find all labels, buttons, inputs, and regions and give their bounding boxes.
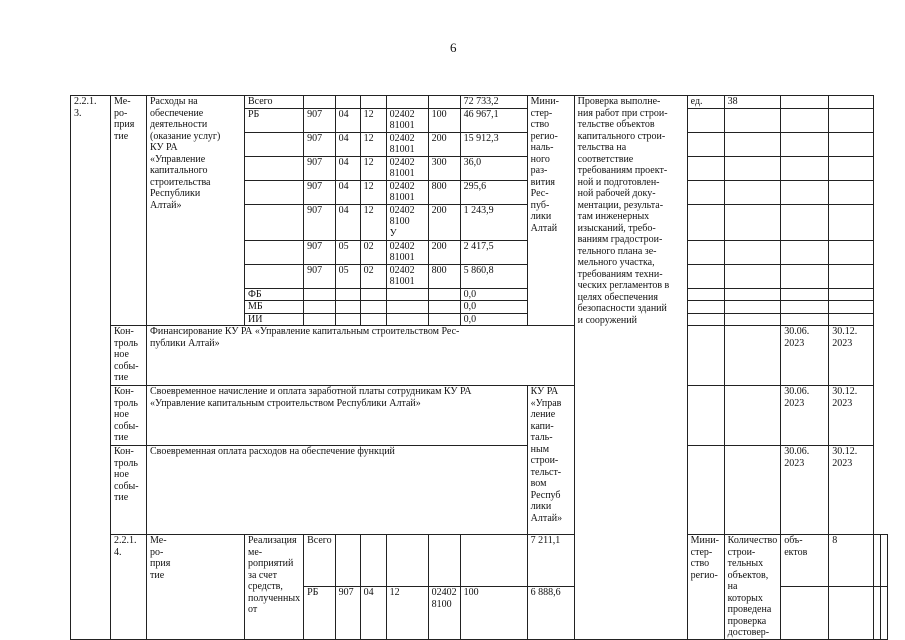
value-cell bbox=[724, 326, 781, 386]
sum-cell: 6 888,6 bbox=[527, 587, 574, 639]
extra-cell bbox=[781, 301, 829, 314]
rz-cell: 04 bbox=[335, 132, 360, 156]
grbs-cell: 907 bbox=[304, 180, 336, 204]
grbs-cell bbox=[304, 96, 336, 109]
rz-cell bbox=[335, 96, 360, 109]
unit-cell bbox=[687, 180, 724, 204]
unit-cell bbox=[781, 587, 829, 639]
csr-cell: 02402 81001 bbox=[386, 180, 428, 204]
unit-cell: объ- ектов bbox=[781, 535, 829, 587]
pr-cell: 12 bbox=[386, 587, 428, 639]
extra-cell bbox=[829, 288, 874, 301]
grbs-cell bbox=[335, 535, 360, 587]
fin-source-cell: Всего bbox=[304, 535, 336, 587]
event-type-cell: Кон- троль ное собы- тие bbox=[111, 446, 147, 535]
rz-cell bbox=[335, 313, 360, 326]
value-cell bbox=[829, 587, 874, 639]
vr-cell bbox=[460, 535, 527, 587]
program-table bbox=[70, 95, 888, 640]
grbs-cell: 907 bbox=[304, 240, 336, 264]
grbs-cell: 907 bbox=[304, 156, 336, 180]
vr-cell: 300 bbox=[428, 156, 460, 180]
executor-cell: Мини- стер- ство регио- наль- ного раз- вития Рес- пуб- лики Алтай bbox=[527, 96, 574, 326]
extra-cell bbox=[874, 587, 881, 639]
sum-cell: 295,6 bbox=[460, 180, 527, 204]
csr-cell bbox=[428, 535, 460, 587]
extra-cell bbox=[874, 535, 881, 587]
rz-cell: 04 bbox=[335, 156, 360, 180]
grbs-cell: 907 bbox=[304, 204, 336, 240]
fin-source-cell bbox=[245, 156, 304, 180]
unit-cell bbox=[687, 156, 724, 180]
pr-cell: 12 bbox=[360, 156, 386, 180]
vr-cell bbox=[428, 313, 460, 326]
value-cell bbox=[724, 446, 781, 535]
pr-cell bbox=[360, 313, 386, 326]
grbs-cell: 907 bbox=[304, 132, 336, 156]
pr-cell bbox=[360, 96, 386, 109]
rz-cell: 05 bbox=[335, 240, 360, 264]
extra-cell bbox=[781, 240, 829, 264]
extra-cell bbox=[829, 132, 874, 156]
value-cell bbox=[724, 313, 781, 326]
extra-cell bbox=[781, 96, 829, 109]
vr-cell: 100 bbox=[460, 587, 527, 639]
pr-cell: 02 bbox=[360, 240, 386, 264]
item-name-cell: Реализация ме- роприятий за счет средств, полученных от bbox=[245, 535, 304, 640]
value-cell bbox=[724, 240, 781, 264]
event-text-cell: Своевременная оплата расходов на обеспечение функций bbox=[147, 446, 528, 535]
unit-cell bbox=[687, 132, 724, 156]
csr-cell: 02402 81001 bbox=[386, 132, 428, 156]
value-cell bbox=[724, 288, 781, 301]
sum-cell: 0,0 bbox=[460, 301, 527, 314]
value-cell bbox=[724, 180, 781, 204]
sum-cell: 5 860,8 bbox=[460, 264, 527, 288]
rz-cell bbox=[360, 535, 386, 587]
unit-cell bbox=[687, 240, 724, 264]
event-row bbox=[71, 326, 888, 386]
extra-cell bbox=[781, 264, 829, 288]
vr-cell bbox=[428, 96, 460, 109]
fin-source-cell: Всего bbox=[245, 96, 304, 109]
extra-cell bbox=[829, 301, 874, 314]
executor-cell: Мини- стер- ство регио- bbox=[687, 535, 724, 640]
event-row bbox=[71, 386, 888, 446]
sum-cell: 2 417,5 bbox=[460, 240, 527, 264]
extra-cell bbox=[781, 108, 829, 132]
item-name-cell: Расходы на обеспечение деятельности (оказание услуг) КУ РА «Управление капитального строительства Республики Алтай» bbox=[147, 96, 245, 326]
unit-cell bbox=[687, 108, 724, 132]
extra-cell bbox=[829, 204, 874, 240]
rz-cell: 04 bbox=[335, 108, 360, 132]
event-text-cell: Своевременное начисление и оплата заработной платы сотрудникам КУ РА «Управление капитальным строительством Республики Алтай» bbox=[147, 386, 528, 446]
event-type-cell: Кон- троль ное собы- тие bbox=[111, 326, 147, 386]
rz-cell: 04 bbox=[360, 587, 386, 639]
csr-cell: 02402 81001 bbox=[386, 240, 428, 264]
sum-cell: 1 243,9 bbox=[460, 204, 527, 240]
unit-cell bbox=[687, 446, 724, 535]
table-row bbox=[71, 535, 888, 587]
event-row bbox=[71, 446, 888, 535]
csr-cell: 02402 8100 У bbox=[386, 204, 428, 240]
extra-cell bbox=[881, 587, 888, 639]
value-cell: 38 bbox=[724, 96, 781, 109]
pr-cell: 12 bbox=[360, 132, 386, 156]
rz-cell bbox=[335, 288, 360, 301]
rz-cell: 04 bbox=[335, 204, 360, 240]
extra-cell bbox=[781, 313, 829, 326]
value-cell bbox=[724, 264, 781, 288]
pr-cell: 12 bbox=[360, 180, 386, 204]
end-date-cell: 30.12. 2023 bbox=[829, 446, 874, 535]
pr-cell: 12 bbox=[360, 204, 386, 240]
sum-cell: 15 912,3 bbox=[460, 132, 527, 156]
value-cell: 8 bbox=[829, 535, 874, 587]
fin-source-cell bbox=[245, 264, 304, 288]
extra-cell bbox=[829, 264, 874, 288]
event-type-cell: Кон- троль ное собы- тие bbox=[111, 386, 147, 446]
extra-cell bbox=[881, 535, 888, 587]
vr-cell: 800 bbox=[428, 180, 460, 204]
sum-cell: 7 211,1 bbox=[527, 535, 574, 587]
grbs-cell: 907 bbox=[335, 587, 360, 639]
extra-cell bbox=[829, 180, 874, 204]
end-date-cell: 30.12. 2023 bbox=[829, 386, 874, 446]
item-type-cell: Ме- ро- прия тие bbox=[111, 96, 147, 326]
pr-cell bbox=[360, 301, 386, 314]
vr-cell: 200 bbox=[428, 204, 460, 240]
fin-source-cell: РБ bbox=[245, 108, 304, 132]
extra-cell bbox=[829, 108, 874, 132]
start-date-cell: 30.06. 2023 bbox=[781, 446, 829, 535]
item-type-cell: Ме- ро- прия тие bbox=[147, 535, 245, 640]
event-executor-cell: КУ РА «Управ ление капи- таль- ным строи- тельст- вом Респуб лики Алтай» bbox=[527, 386, 574, 535]
sum-cell: 46 967,1 bbox=[460, 108, 527, 132]
sum-cell: 72 733,2 bbox=[460, 96, 527, 109]
value-cell bbox=[724, 386, 781, 446]
event-text-cell: Финансирование КУ РА «Управление капитальным строительством Рес- публики Алтай» bbox=[147, 326, 575, 386]
grbs-cell bbox=[304, 288, 336, 301]
item-number-cell: 2.2.1. 3. bbox=[71, 96, 111, 640]
fin-source-cell bbox=[245, 132, 304, 156]
fin-source-cell: ИИ bbox=[245, 313, 304, 326]
unit-cell: ед. bbox=[687, 96, 724, 109]
item-number-cell: 2.2.1. 4. bbox=[111, 535, 147, 640]
csr-cell bbox=[386, 96, 428, 109]
rz-cell: 05 bbox=[335, 264, 360, 288]
vr-cell bbox=[428, 301, 460, 314]
extra-cell bbox=[829, 313, 874, 326]
fin-source-cell: МБ bbox=[245, 301, 304, 314]
fin-source-cell bbox=[245, 240, 304, 264]
fin-source-cell: ФБ bbox=[245, 288, 304, 301]
unit-cell bbox=[687, 288, 724, 301]
extra-cell bbox=[781, 204, 829, 240]
sum-cell: 0,0 bbox=[460, 313, 527, 326]
extra-cell bbox=[829, 156, 874, 180]
unit-cell bbox=[687, 313, 724, 326]
start-date-cell: 30.06. 2023 bbox=[781, 326, 829, 386]
grbs-cell: 907 bbox=[304, 108, 336, 132]
start-date-cell: 30.06. 2023 bbox=[781, 386, 829, 446]
rz-cell bbox=[335, 301, 360, 314]
grbs-cell: 907 bbox=[304, 264, 336, 288]
grbs-cell bbox=[304, 301, 336, 314]
table-row bbox=[71, 96, 888, 109]
pr-cell bbox=[386, 535, 428, 587]
indicator-cell: Количество строи- тельных объектов, на которых проведена проверка достовер- bbox=[724, 535, 781, 640]
unit-cell bbox=[687, 264, 724, 288]
extra-cell bbox=[781, 132, 829, 156]
vr-cell: 100 bbox=[428, 108, 460, 132]
rz-cell: 04 bbox=[335, 180, 360, 204]
sum-cell: 36,0 bbox=[460, 156, 527, 180]
unit-cell bbox=[687, 204, 724, 240]
end-date-cell: 30.12. 2023 bbox=[829, 326, 874, 386]
csr-cell: 02402 8100 bbox=[428, 587, 460, 639]
grbs-cell bbox=[304, 313, 336, 326]
indicator-cell: Проверка выполне- ния работ при строи- тельстве объектов капитального строи- тельства на соответствие требованиям проект- ной и подготовлен- ной рабочей доку- ментации, результа- там инженерных изысканий, требо- ваниям градострои- тельного плана зе- мельного участка, требованиям техни- ческих регламентов в целях обеспечения безопасности зданий и сооружений bbox=[574, 96, 687, 640]
vr-cell: 200 bbox=[428, 240, 460, 264]
sum-cell: 0,0 bbox=[460, 288, 527, 301]
extra-cell bbox=[781, 180, 829, 204]
fin-source-cell bbox=[245, 180, 304, 204]
vr-cell: 200 bbox=[428, 132, 460, 156]
csr-cell: 02402 81001 bbox=[386, 108, 428, 132]
extra-cell bbox=[829, 96, 874, 109]
value-cell bbox=[724, 301, 781, 314]
pr-cell: 12 bbox=[360, 108, 386, 132]
extra-cell bbox=[781, 288, 829, 301]
unit-cell bbox=[687, 301, 724, 314]
value-cell bbox=[724, 132, 781, 156]
value-cell bbox=[724, 108, 781, 132]
vr-cell bbox=[428, 288, 460, 301]
extra-cell bbox=[829, 240, 874, 264]
unit-cell bbox=[687, 386, 724, 446]
pr-cell bbox=[360, 288, 386, 301]
value-cell bbox=[724, 156, 781, 180]
page-number: 6 bbox=[450, 40, 457, 55]
fin-source-cell bbox=[245, 204, 304, 240]
pr-cell: 02 bbox=[360, 264, 386, 288]
csr-cell bbox=[386, 288, 428, 301]
csr-cell bbox=[386, 313, 428, 326]
vr-cell: 800 bbox=[428, 264, 460, 288]
csr-cell: 02402 81001 bbox=[386, 156, 428, 180]
extra-cell bbox=[781, 156, 829, 180]
fin-source-cell: РБ bbox=[304, 587, 336, 639]
value-cell bbox=[724, 204, 781, 240]
csr-cell bbox=[386, 301, 428, 314]
unit-cell bbox=[687, 326, 724, 386]
csr-cell: 02402 81001 bbox=[386, 264, 428, 288]
